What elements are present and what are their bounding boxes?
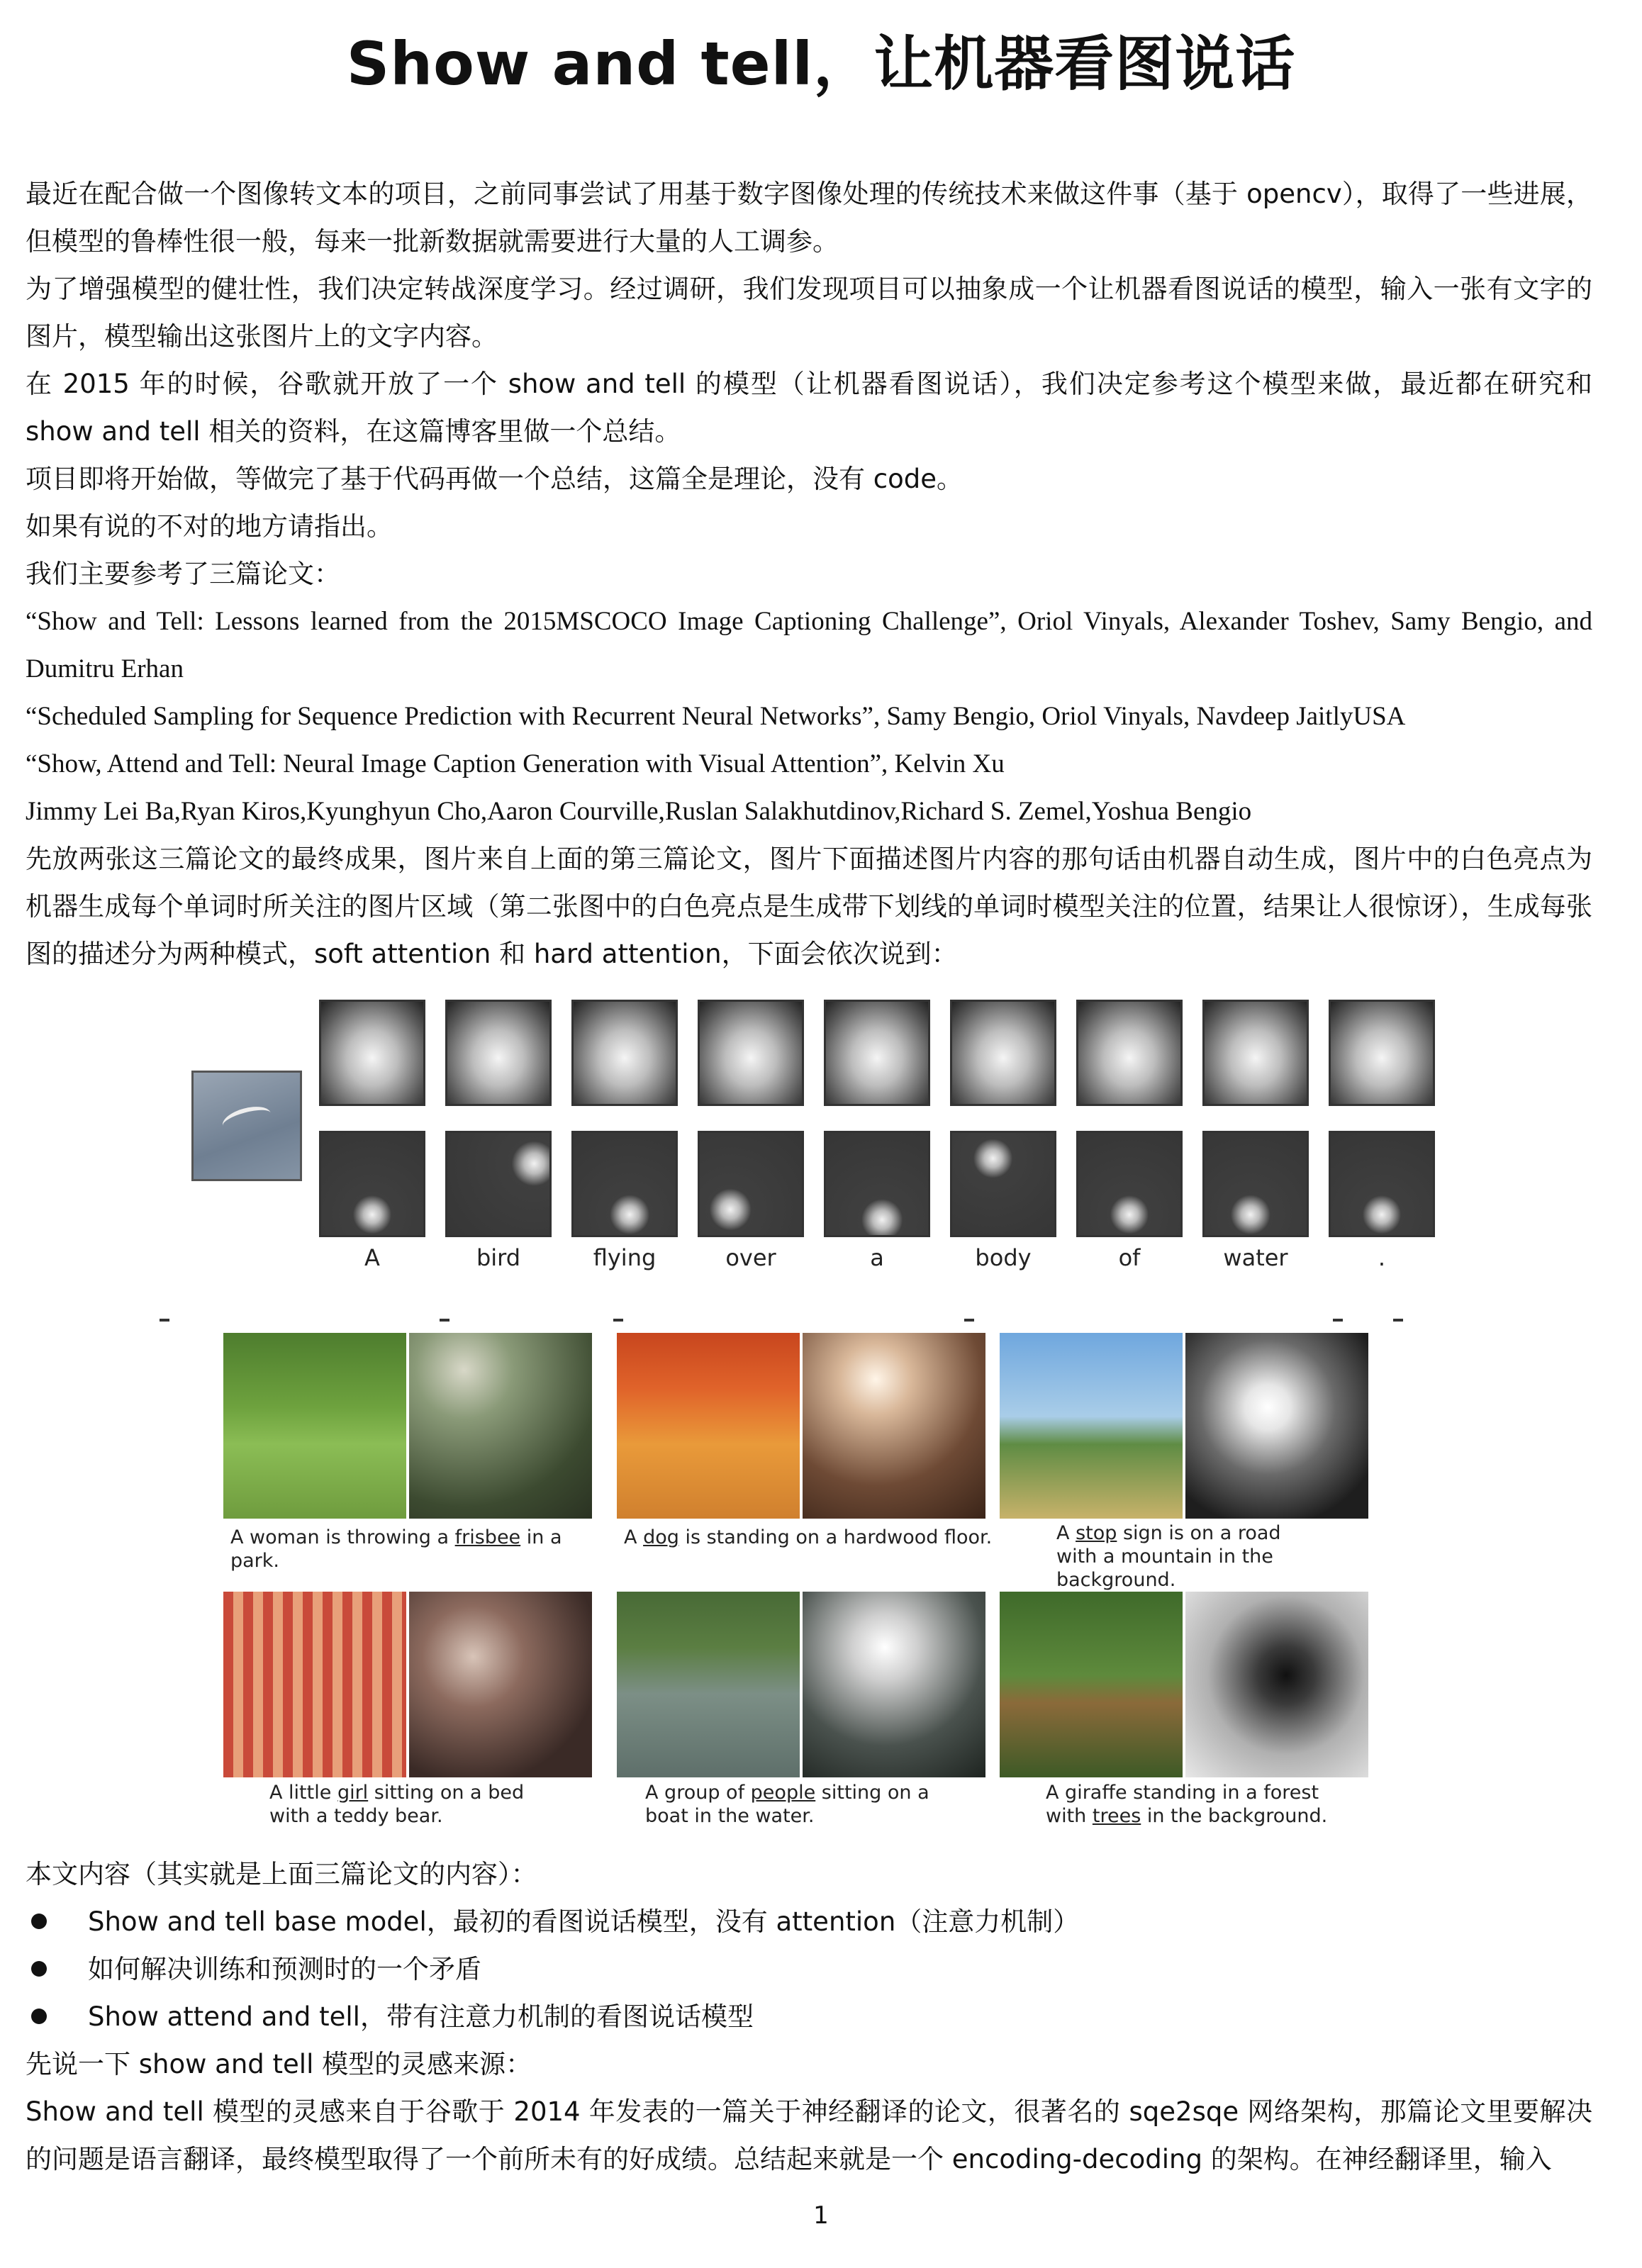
soft-attention-map [1329,1000,1435,1106]
figure-crop-mark [1393,1319,1403,1322]
paragraph-motivation: 为了增强模型的健壮性，我们决定转战深度学习。经过调研，我们发现项目可以抽象成一个让机器看图说话的模型，输入一张有文字的图片，模型输出这张图片上的文字内容。 [26,274,1592,352]
article-body-lower [26,1850,1592,2183]
hard-attention-map [1202,1131,1309,1237]
figure-crop-mark [440,1319,449,1322]
soft-attention-map [571,1000,678,1106]
list-item: Show and tell base model，最初的看图说话模型，没有 attention（注意力机制） [26,1898,1592,1945]
hard-attention-map [698,1131,804,1237]
photo-boat [617,1592,800,1777]
photo-stop-sign [1000,1333,1183,1519]
paragraph-results: 先放两张这三篇论文的最终成果，图片来自上面的第三篇论文，图片下面描述图片内容的那句话由机器自动生成，图片中的白色亮点为机器生成每个单词时所关注的图片区域（第二张图中的白色亮点是生成带下划线的单词时模型关注的位置，结果让人很惊讶），生成每张图的描述分为两种模式，soft attention 和 hard attention，下面会依次说到： [26,844,1592,969]
soft-attention-map [824,1000,930,1106]
soft-attention-map [1076,1000,1183,1106]
article-body [26,170,1592,978]
attention-figure [191,1000,1439,1283]
caption-examples-figure [156,1319,1432,1850]
hard-attention-map [319,1131,425,1237]
reference-2: “Scheduled Sampling for Sequence Prediction with Recurrent Neural Networks”, Samy Bengio, Oriol Vinyals, Navdeep JaitlyUSA [26,702,1406,731]
bird-shape [220,1102,274,1136]
caption-word: . [1378,1244,1386,1271]
paragraph-corrections: 如果有说的不对的地方请指出。 [26,511,393,542]
caption-word: body [975,1244,1032,1271]
bullet-dot [31,2009,47,2024]
soft-attention-map [698,1000,804,1106]
paragraph-plan: 项目即将开始做，等做完了基于代码再做一个总结，这篇全是理论，没有 code。 [26,464,963,494]
attention-stop-sign [1185,1333,1368,1519]
caption-word: bird [476,1244,521,1271]
paragraph-intro: 最近在配合做一个图像转文本的项目，之前同事尝试了用基于数字图像处理的传统技术来做这件事（基于 opencv），取得了一些进展，但模型的鲁棒性很一般，每来一批新数据就需要进行大量的人工调参。 [26,179,1592,257]
inspiration-heading: 先说一下 show and tell 模型的灵感来源： [26,2049,532,2079]
caption-boat: A group of people sitting on a boat in the water. [645,1782,929,1827]
figure-crop-mark [1333,1319,1343,1322]
caption-word: over [725,1244,776,1271]
caption-frisbee: A woman is throwing a frisbee in a park. [230,1526,562,1572]
example-pair-boat [617,1592,985,1777]
hard-attention-map [445,1131,552,1237]
figure-crop-mark [613,1319,623,1322]
attention-giraffe [1185,1592,1368,1777]
caption-dog: A dog is standing on a hardwood floor. [624,1526,993,1548]
soft-attention-map [445,1000,552,1106]
attention-girl [409,1592,592,1777]
example-pair-frisbee [223,1333,592,1519]
reference-3-authors: Jimmy Lei Ba,Ryan Kiros,Kyunghyun Cho,Aaron Courville,Ruslan Salakhutdinov,Richard S. Zemel,Yoshua Bengio [26,797,1252,826]
reference-3: “Show, Attend and Tell: Neural Image Caption Generation with Visual Attention”, Kelvin Xu [26,749,1005,778]
example-pair-girl [223,1592,592,1777]
figure-crop-mark [964,1319,974,1322]
photo-park [223,1333,406,1519]
list-item: Show attend and tell，带有注意力机制的看图说话模型 [26,1993,1592,2040]
example-pair-stop [1000,1333,1368,1519]
example-pair-dog [617,1333,985,1519]
figure-crop-mark [160,1319,169,1322]
bullet-dot [31,1914,47,1929]
caption-word: a [870,1244,884,1271]
bird-photo [191,1071,302,1181]
contents-heading: 本文内容（其实就是上面三篇论文的内容）： [26,1859,537,1889]
page-title: Show and tell，让机器看图说话 [346,29,1296,99]
hard-attention-map [1076,1131,1183,1237]
page-number: 1 [813,2201,829,2230]
caption-girl: A little girl sitting on a bed with a teddy bear. [269,1782,525,1827]
bullet-dot [31,1961,47,1977]
reference-1: “Show and Tell: Lessons learned from the 2015MSCOCO Image Captioning Challenge”, Oriol Vinyals, Alexander Toshev, Samy Bengio, and Dumitru Erhan [26,607,1592,683]
photo-giraffe [1000,1592,1183,1777]
hard-attention-map [571,1131,678,1237]
hard-attention-map [1329,1131,1435,1237]
caption-stop-sign: A stop sign is on a road with a mountain in the background. [1056,1522,1281,1591]
list-item: 如何解决训练和预测时的一个矛盾 [26,1945,1592,1993]
paragraph-google-model: 在 2015 年的时候，谷歌就开放了一个 show and tell 的模型（让机器看图说话），我们决定参考这个模型来做，最近都在研究和 show and tell 相关的资料，在这篇博客里做一个总结。 [26,369,1592,447]
example-pair-giraffe [1000,1592,1368,1777]
attention-dog [803,1333,985,1519]
hard-attention-map [950,1131,1056,1237]
caption-word: water [1223,1244,1288,1271]
paragraph-references-intro: 我们主要参考了三篇论文： [26,559,340,589]
caption-word: A [364,1244,380,1271]
contents-list [26,1898,1592,2040]
hard-attention-map [824,1131,930,1237]
caption-giraffe: A giraffe standing in a forest with trees in the background. [1046,1782,1328,1827]
soft-attention-map [319,1000,425,1106]
soft-attention-map [950,1000,1056,1106]
caption-word: of [1118,1244,1141,1271]
photo-girl [223,1592,406,1777]
attention-park [409,1333,592,1519]
photo-dog [617,1333,800,1519]
caption-word: flying [593,1244,657,1271]
soft-attention-map [1202,1000,1309,1106]
attention-boat [803,1592,985,1777]
inspiration-text: Show and tell 模型的灵感来自于谷歌于 2014 年发表的一篇关于神经翻译的论文，很著名的 sqe2sqe 网络架构，那篇论文里要解决的问题是语言翻译，最终模型取得了一个前所未有的好成绩。总结起来就是一个 encoding-decoding 的架构。在神经翻译里，输入 [26,2096,1592,2174]
